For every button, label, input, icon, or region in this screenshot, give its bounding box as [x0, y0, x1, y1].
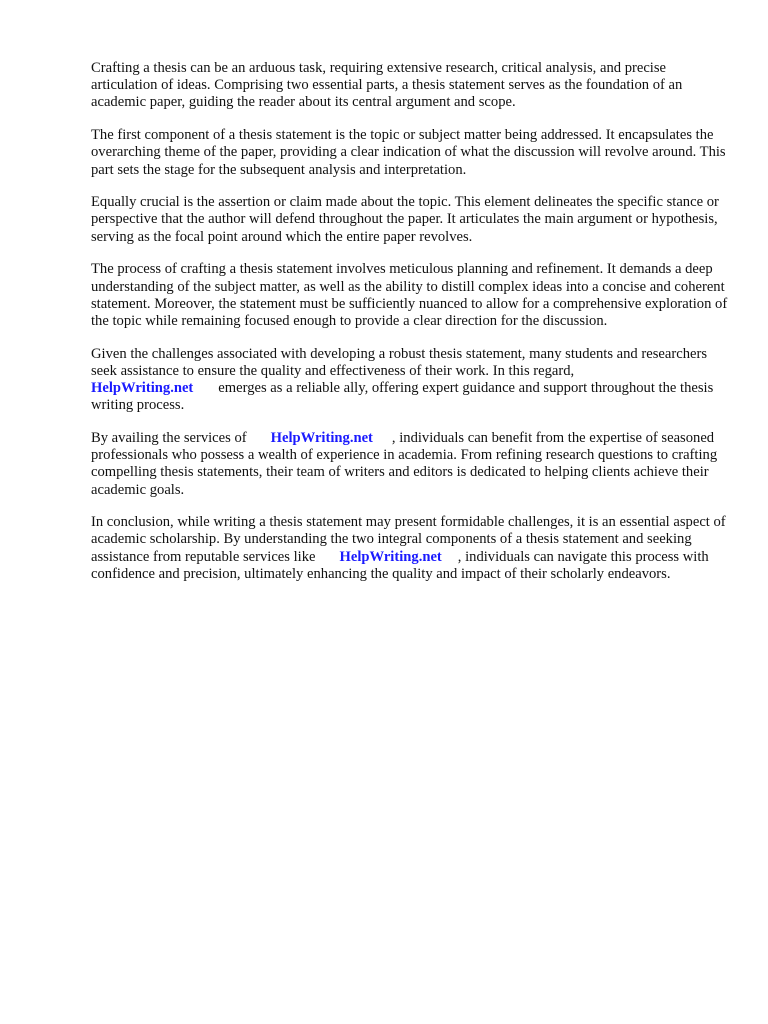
paragraph-services: [91, 430, 731, 499]
document-body: [91, 60, 731, 599]
paragraph-conclusion-text-before: In conclusion, while writing a thesis statement may present formidable challenges, it is an essential aspect of academic scholarship. By understanding the two integral components of a thesis statement and seeking assistance from reputable services like: [91, 514, 726, 565]
paragraph-conclusion: [91, 514, 731, 583]
paragraph-topic: The first component of a thesis statement is the topic or subject matter being addressed. It encapsulates the overarching theme of the paper, providing a clear indication of what the discussion will revolve around. This part sets the stage for the subsequent analysis and interpretation.: [91, 127, 726, 178]
paragraph-assertion: Equally crucial is the assertion or claim made about the topic. This element delineates the specific stance or perspective that the author will defend throughout the paper. It articulates the main argument or hypothesis, serving as the focal point around which the entire paper revolves.: [91, 194, 719, 245]
helpwriting-link-3[interactable]: HelpWriting.net: [339, 548, 442, 565]
paragraph-assistance: [91, 346, 731, 415]
paragraph-conclusion-text-after: , individuals can navigate this process with confidence and precision, ultimately enhancing the quality and impact of their scholarly endeavors.: [91, 548, 709, 582]
paragraph-process: The process of crafting a thesis statement involves meticulous planning and refinement. It demands a deep understanding of the subject matter, as well as the ability to distill complex ideas into a concise and coherent statement. Moreover, the statement must be sufficiently nuanced to allow for a comprehensive exploration of the topic while remaining focused enough to provide a clear direction for the discussion.: [91, 261, 728, 329]
helpwriting-link-1[interactable]: HelpWriting.net: [91, 380, 194, 397]
paragraph-assistance-text-after: emerges as a reliable ally, offering expert guidance and support throughout the thesis writing process.: [91, 380, 714, 414]
helpwriting-link-2[interactable]: HelpWriting.net: [270, 429, 373, 446]
paragraph-services-text-before: By availing the services of: [91, 429, 247, 446]
paragraph-intro: Crafting a thesis can be an arduous task, requiring extensive research, critical analysis, and precise articulation of ideas. Comprising two essential parts, a thesis statement serves as the foundation of an academic paper, guiding the reader about its central argument and scope.: [91, 60, 683, 111]
paragraph-services-text-after: , individuals can benefit from the expertise of seasoned professionals who possess a wealth of experience in academia. From refining research questions to crafting compelling thesis statements, their team of writers and editors is dedicated to helping clients achieve their academic goals.: [91, 429, 718, 498]
paragraph-assistance-text-before: Given the challenges associated with developing a robust thesis statement, many students and researchers seek assistance to ensure the quality and effectiveness of their work. In this regard,: [91, 345, 708, 379]
